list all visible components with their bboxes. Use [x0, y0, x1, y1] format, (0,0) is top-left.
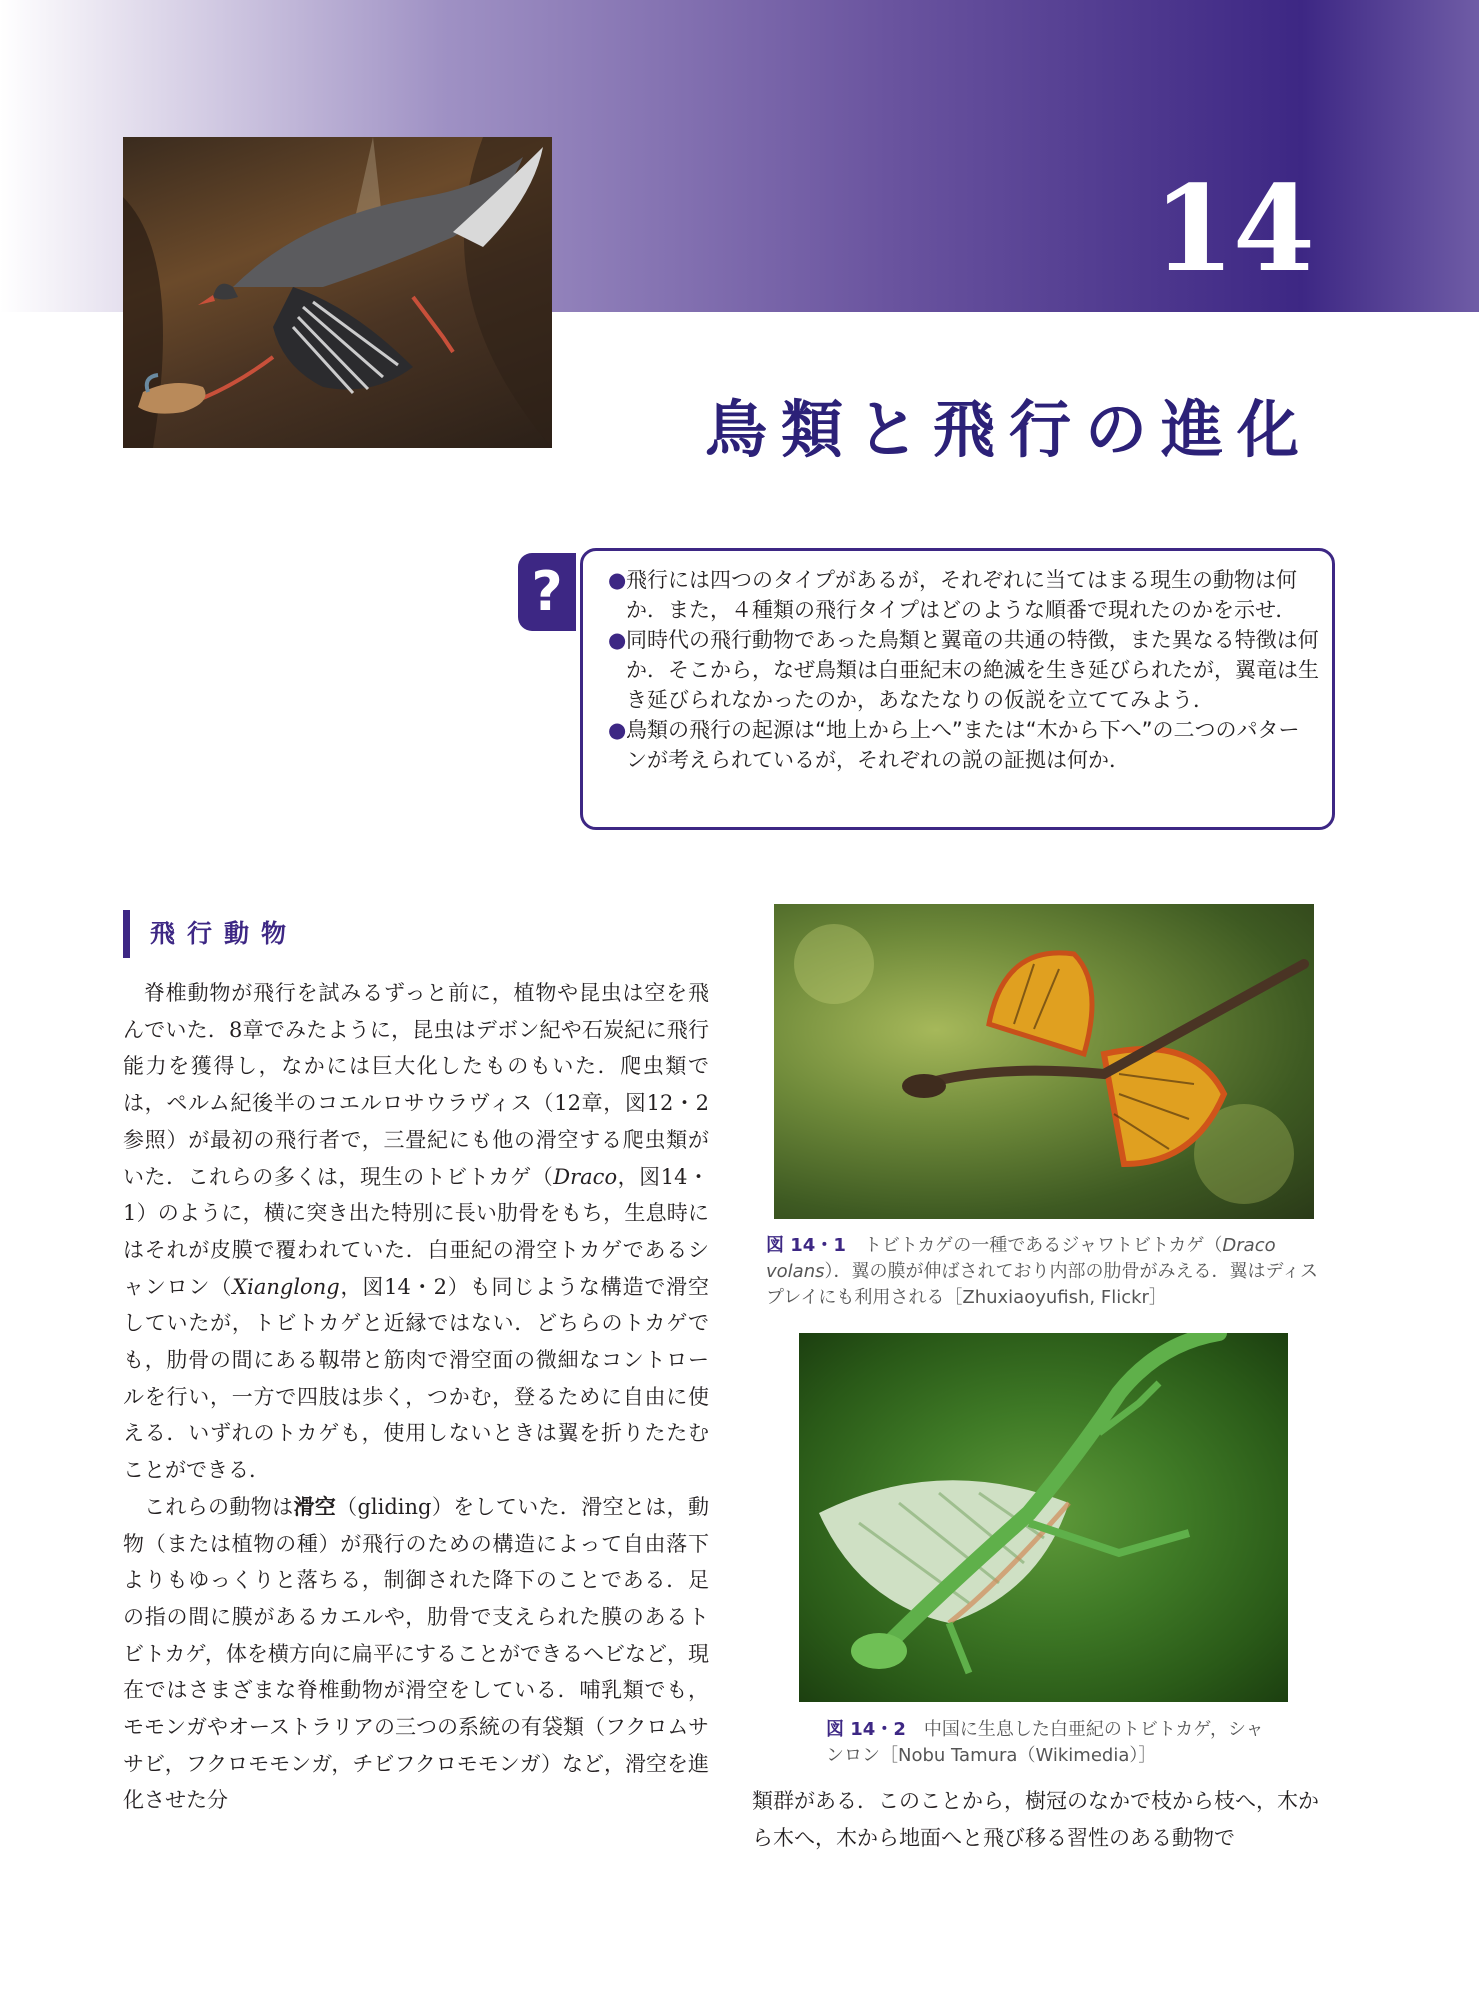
- body-text: [123, 975, 709, 1819]
- xianglong-illustration: [799, 1333, 1288, 1702]
- paragraph: 脊椎動物が飛行を試みるずっと前に，植物や昆虫は空を飛んでいた．8章でみたように，昆虫はデボン紀や石炭紀に飛行能力を獲得し，なかには巨大化したものもいた．爬虫類では，ペルム紀後半のコエルロサウラヴィス（12章，図12・2参照）が最初の飛行者で，三畳紀にも他の滑空する爬虫類がいた．これらの多くは，現生のトビトカゲ（Draco，図14・1）のように，横に突き出た特別に長い肋骨をもち，生息時にはそれが皮膜で覆われていた．白亜紀の滑空トカゲであるシャンロン（Xianglong，図14・2）も同じような構造で滑空していたが，トビトカゲと近縁ではない．どちらのトカゲでも，肋骨の間にある靱帯と筋肉で滑空面の微細なコントロールを行い，一方で四肢は歩く，つかむ，登るために自由に使える．いずれのトカゲも，使用しないときは翼を折りたたむことができる．: [123, 981, 709, 1483]
- figure-14-1-photo: [774, 904, 1314, 1219]
- archaeopteryx-illustration: [123, 137, 552, 448]
- figure-14-2-caption: 図 14・2 中国に生息した白亜紀のトビトカゲ，シャンロン［Nobu Tamura（Wikimedia）］: [826, 1719, 1264, 1766]
- bullet-icon: ●: [608, 568, 627, 592]
- questions-list: [608, 565, 1320, 775]
- question-mark-icon: ?: [518, 553, 576, 631]
- flying-lizard-photo: [774, 904, 1314, 1219]
- question-item: ● 飛行には四つのタイプがあるが，それぞれに当てはまる現生の動物は何か．また，４種類の飛行タイプはどのような順番で現れたのかを示せ．: [608, 565, 1320, 625]
- question-item: ● 同時代の飛行動物であった鳥類と翼竜の共通の特徴，また異なる特徴は何か．そこから，なぜ鳥類は白亜紀末の絶滅を生き延びられたが，翼竜は生き延びられなかったのか，あなたなりの仮説を立ててみよう．: [608, 625, 1320, 715]
- body-text-continuation: 類群がある．このことから，樹冠のなかで枝から枝へ，木から木へ，木から地面へと飛び移る習性のある動物で: [752, 1789, 1319, 1850]
- paragraph: これらの動物は滑空（gliding）をしていた．滑空とは，動物（または植物の種）が飛行のための構造によって自由落下よりもゆっくりと落ちる，制御された降下のことである．足の指の間に膜があるカエルや，肋骨で支えられた膜のあるトビトカゲ，体を横方向に扁平にすることができるヘビなど，現在ではさまざまな脊椎動物が滑空をしている．哺乳類でも，モモンガやオーストラリアの三つの系統の有袋類（フクロムササビ，フクロモモンガ，チビフクロモモンガ）など，滑空を進化させた分: [123, 1493, 710, 1813]
- figure-14-1-caption: 図 14・1 トビトカゲの一種であるジャワトビトカゲ（Draco volans）．翼の膜が伸ばされており内部の肋骨がみえる．翼はディスプレイにも利用される［Zhuxiaoyufish, Flickr］: [766, 1235, 1319, 1308]
- bullet-icon: ●: [608, 628, 627, 652]
- section-heading: 飛行動物: [123, 910, 298, 958]
- chapter-hero-image: [123, 137, 552, 448]
- chapter-number: 14: [1152, 159, 1313, 298]
- bullet-icon: ●: [608, 718, 627, 742]
- question-item: ● 鳥類の飛行の起源は“地上から上へ”または“木から下へ”の二つのパターンが考えられているが，それぞれの説の証拠は何か．: [608, 715, 1320, 775]
- chapter-title: 鳥類と飛行の進化: [704, 393, 1313, 466]
- figure-14-2-illustration: [799, 1333, 1288, 1702]
